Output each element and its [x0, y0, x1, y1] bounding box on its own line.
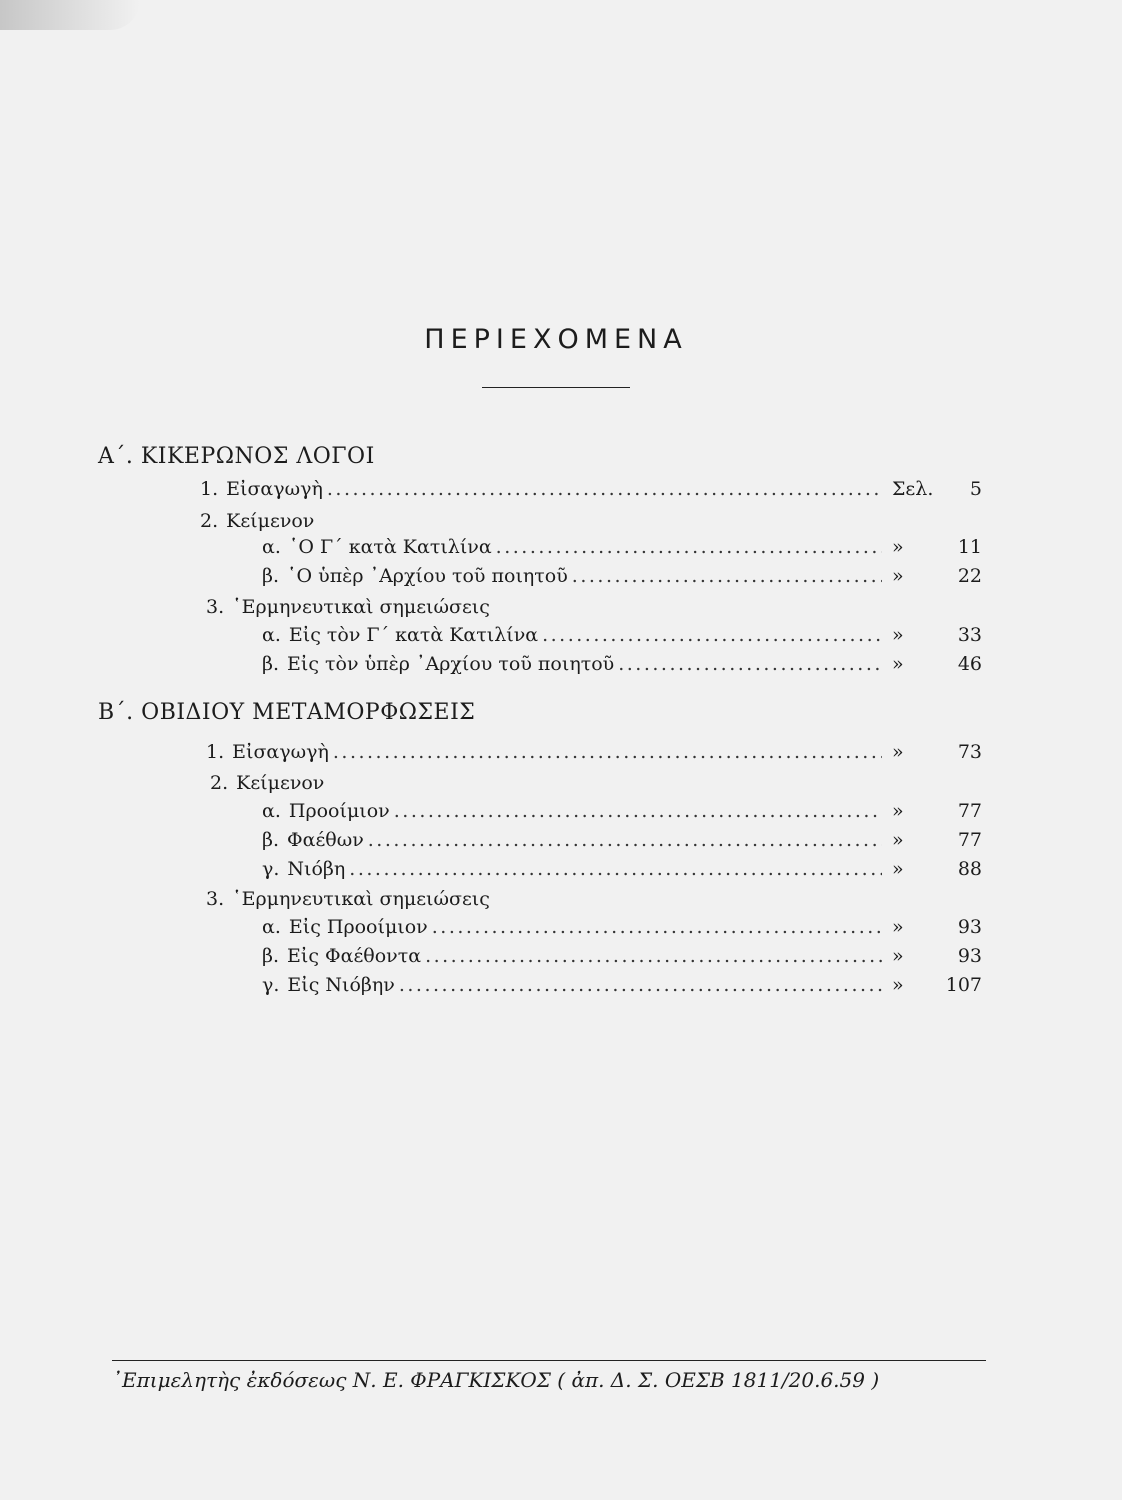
entry-page-mark: »: [892, 536, 904, 558]
toc-subheading: [200, 510, 314, 532]
entry-label: Εἰς τὸν Γ΄ κατὰ Κατιλίνα: [288, 624, 539, 646]
toc-subheading: [210, 772, 324, 794]
dot-leader: [542, 624, 882, 646]
entry-number: γ.: [262, 858, 280, 880]
entry-label: Κείμενον: [226, 510, 315, 532]
section-heading-b: Β΄. ΟΒΙΔΙΟΥ ΜΕΤΑΜΟΡΦΩΣΕΙΣ: [98, 700, 476, 725]
toc-entry: [200, 478, 982, 504]
entry-page-number: 5: [969, 478, 982, 500]
dot-leader: [394, 800, 882, 822]
entry-page-number: 107: [945, 974, 982, 996]
page-title: ΠΕΡΙΕΧΟΜΕΝΑ: [424, 324, 688, 355]
dot-leader: [333, 741, 882, 763]
entry-page-mark: »: [892, 653, 904, 675]
scan-edge-smudge: [0, 0, 140, 30]
toc-entry: [262, 858, 982, 884]
dot-leader: [368, 829, 882, 851]
toc-subheading: [206, 596, 490, 618]
entry-page-mark: »: [892, 624, 904, 646]
toc-entry: [206, 741, 982, 767]
entry-number: 3.: [206, 596, 225, 618]
entry-label: ῾Ερμηνευτικαὶ σημειώσεις: [232, 596, 490, 618]
entry-number: 3.: [206, 888, 225, 910]
entry-label: ῾Ο Γ΄ κατὰ Κατιλίνα: [288, 536, 492, 558]
entry-page-number: 93: [957, 945, 982, 967]
entry-label: Εἰς Φαέθοντα: [287, 945, 422, 967]
dot-leader: [572, 565, 882, 587]
dot-leader: [618, 653, 882, 675]
dot-leader: [432, 916, 882, 938]
entry-number: 1.: [206, 741, 225, 763]
dot-leader: [496, 536, 882, 558]
entry-label: Εἰσαγωγὴ: [232, 741, 329, 763]
entry-number: β.: [262, 945, 280, 967]
entry-page-number: 93: [957, 916, 982, 938]
dot-leader: [349, 858, 882, 880]
entry-number: 2.: [200, 510, 219, 532]
toc-entry: [262, 916, 982, 942]
title-underline: [482, 387, 630, 388]
entry-label: Κείμενον: [236, 772, 325, 794]
dot-leader: [425, 945, 882, 967]
entry-page-mark: »: [892, 829, 904, 851]
entry-number: γ.: [262, 974, 280, 996]
toc-entry: [262, 624, 982, 650]
entry-number: β.: [262, 565, 280, 587]
dot-leader: [399, 974, 882, 996]
entry-label: Νιόβη: [287, 858, 346, 880]
entry-page-mark: »: [892, 945, 904, 967]
toc-entry: [262, 565, 982, 591]
footer-rule: [112, 1360, 986, 1361]
toc-entry: [262, 829, 982, 855]
entry-label: Εἰς Νιόβην: [287, 974, 395, 996]
section-heading-a: Α΄. ΚΙΚΕΡΩΝΟΣ ΛΟΓΟΙ: [98, 444, 375, 469]
entry-page-mark: »: [892, 800, 904, 822]
entry-page-number: 11: [957, 536, 982, 558]
dot-leader: [327, 478, 882, 500]
entry-page-number: 88: [957, 858, 982, 880]
entry-page-number: 77: [957, 800, 982, 822]
entry-page-mark: »: [892, 858, 904, 880]
entry-number: α.: [262, 916, 281, 938]
entry-page-number: 73: [957, 741, 982, 763]
entry-number: β.: [262, 653, 280, 675]
entry-number: 1.: [200, 478, 219, 500]
entry-page-mark: »: [892, 916, 904, 938]
entry-page-mark: »: [892, 565, 904, 587]
entry-page-number: 33: [957, 624, 982, 646]
entry-page-mark: »: [892, 974, 904, 996]
toc-entry: [262, 536, 982, 562]
entry-label: ῾Ο ὑπὲρ ᾿Αρχίου τοῦ ποιητοῦ: [287, 565, 568, 587]
entry-number: α.: [262, 624, 281, 646]
toc-entry: [262, 800, 982, 826]
entry-number: α.: [262, 536, 281, 558]
entry-page-mark: Σελ.: [892, 478, 934, 500]
toc-subheading: [206, 888, 490, 910]
entry-label: Προοίμιον: [288, 800, 390, 822]
entry-label: Εἰσαγωγὴ: [226, 478, 323, 500]
entry-label: ῾Ερμηνευτικαὶ σημειώσεις: [232, 888, 490, 910]
entry-page-number: 22: [957, 565, 982, 587]
toc-entry: [262, 945, 982, 971]
entry-number: β.: [262, 829, 280, 851]
editor-credit: ᾿Επιμελητὴς ἐκδόσεως Ν. Ε. ΦΡΑΓΚΙΣΚΟΣ ( ἀπ. Δ. Σ. ΟΕΣΒ 1811/20.6.59 ): [112, 1368, 880, 1392]
entry-page-mark: »: [892, 741, 904, 763]
entry-label: Φαέθων: [287, 829, 364, 851]
entry-label: Εἰς τὸν ὑπὲρ ᾿Αρχίου τοῦ ποιητοῦ: [287, 653, 615, 675]
entry-number: 2.: [210, 772, 229, 794]
entry-page-number: 46: [957, 653, 982, 675]
toc-entry: [262, 653, 982, 679]
entry-page-number: 77: [957, 829, 982, 851]
toc-entry: [262, 974, 982, 1000]
entry-label: Εἰς Προοίμιον: [288, 916, 428, 938]
entry-number: α.: [262, 800, 281, 822]
